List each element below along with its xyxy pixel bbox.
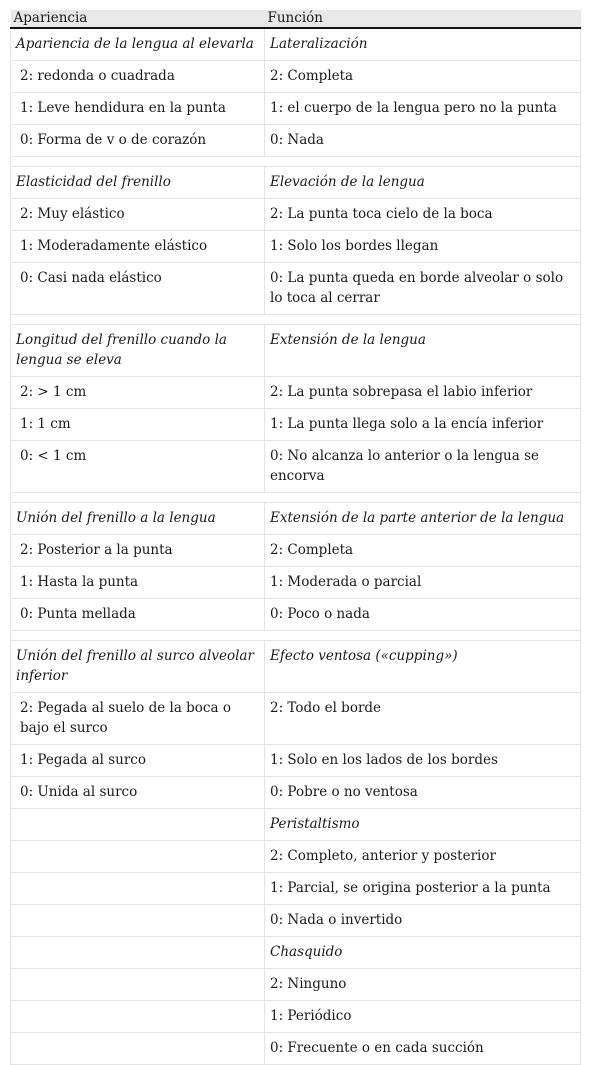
funcion-cell: 0: No alcanza lo anterior o la lengua se encorva	[265, 441, 581, 493]
apariencia-cell	[11, 905, 265, 937]
apariencia-cell: 0: Punta mellada	[11, 599, 265, 631]
table-row	[11, 1001, 581, 1033]
funcion-cell: 0: Pobre o no ventosa	[265, 777, 581, 809]
table-row	[11, 377, 581, 409]
table-row	[11, 969, 581, 1001]
table-body	[11, 28, 581, 1065]
table-row	[11, 745, 581, 777]
spacer-row	[11, 631, 581, 641]
header-funcion: Función	[265, 10, 581, 28]
funcion-cell: 0: Nada	[265, 125, 581, 157]
apariencia-cell: 2: redonda o cuadrada	[11, 61, 265, 93]
apariencia-cell	[11, 1033, 265, 1065]
table-header	[11, 10, 581, 28]
table-row	[11, 599, 581, 631]
apariencia-cell: 0: Forma de v o de corazón	[11, 125, 265, 157]
table-row	[11, 61, 581, 93]
apariencia-cell: 1: Pegada al surco	[11, 745, 265, 777]
spacer-row	[11, 157, 581, 167]
table-row	[11, 905, 581, 937]
apariencia-cell	[11, 969, 265, 1001]
apariencia-cell: 2: Muy elástico	[11, 199, 265, 231]
apariencia-cell: 0: < 1 cm	[11, 441, 265, 493]
table-row	[11, 125, 581, 157]
table-row	[11, 841, 581, 873]
apariencia-cell: 2: Posterior a la punta	[11, 535, 265, 567]
funcion-cell: 2: Todo el borde	[265, 693, 581, 745]
apariencia-section-title: Elasticidad del frenillo	[11, 167, 265, 199]
funcion-cell: 1: Solo los bordes llegan	[265, 231, 581, 263]
table-row	[11, 693, 581, 745]
assessment-table	[10, 10, 581, 1065]
funcion-cell: 1: Parcial, se origina posterior a la punta	[265, 873, 581, 905]
section-row	[11, 809, 581, 841]
spacer-row	[11, 315, 581, 325]
apariencia-cell: 0: Unida al surco	[11, 777, 265, 809]
apariencia-cell: 0: Casi nada elástico	[11, 263, 265, 315]
apariencia-section-title: Apariencia de la lengua al elevarla	[11, 28, 265, 61]
table-row	[11, 777, 581, 809]
funcion-cell: 2: La punta toca cielo de la boca	[265, 199, 581, 231]
funcion-section-title: Chasquido	[265, 937, 581, 969]
header-apariencia: Apariencia	[11, 10, 265, 28]
funcion-section-title: Peristaltismo	[265, 809, 581, 841]
apariencia-section-title	[11, 937, 265, 969]
funcion-cell: 2: Completo, anterior y posterior	[265, 841, 581, 873]
table-row	[11, 93, 581, 125]
funcion-section-title: Extensión de la parte anterior de la lengua	[265, 503, 581, 535]
funcion-cell: 1: el cuerpo de la lengua pero no la punta	[265, 93, 581, 125]
funcion-cell: 0: La punta queda en borde alveolar o solo lo toca al cerrar	[265, 263, 581, 315]
funcion-cell: 0: Nada o invertido	[265, 905, 581, 937]
section-row	[11, 937, 581, 969]
section-row	[11, 28, 581, 61]
apariencia-cell	[11, 841, 265, 873]
table-row	[11, 567, 581, 599]
header-row	[11, 10, 581, 28]
apariencia-section-title: Longitud del frenillo cuando la lengua se eleva	[11, 325, 265, 377]
apariencia-section-title	[11, 809, 265, 841]
apariencia-section-title: Unión del frenillo al surco alveolar inferior	[11, 641, 265, 693]
section-row	[11, 325, 581, 377]
table-row	[11, 441, 581, 493]
table-row	[11, 873, 581, 905]
apariencia-section-title: Unión del frenillo a la lengua	[11, 503, 265, 535]
funcion-cell: 0: Poco o nada	[265, 599, 581, 631]
apariencia-cell: 2: > 1 cm	[11, 377, 265, 409]
apariencia-cell: 1: Moderadamente elástico	[11, 231, 265, 263]
apariencia-cell: 1: Hasta la punta	[11, 567, 265, 599]
spacer-cell	[11, 631, 581, 641]
funcion-cell: 0: Frecuente o en cada succión	[265, 1033, 581, 1065]
table-row	[11, 409, 581, 441]
table-row	[11, 231, 581, 263]
apariencia-cell: 1: Leve hendidura en la punta	[11, 93, 265, 125]
funcion-cell: 1: Moderada o parcial	[265, 567, 581, 599]
funcion-cell: 2: Ninguno	[265, 969, 581, 1001]
funcion-section-title: Efecto ventosa («cupping»)	[265, 641, 581, 693]
funcion-cell: 1: La punta llega solo a la encía inferior	[265, 409, 581, 441]
funcion-section-title: Extensión de la lengua	[265, 325, 581, 377]
table-row	[11, 535, 581, 567]
spacer-row	[11, 493, 581, 503]
table-container	[10, 10, 580, 1065]
table-row	[11, 263, 581, 315]
funcion-cell: 1: Periódico	[265, 1001, 581, 1033]
apariencia-cell: 2: Pegada al suelo de la boca o bajo el surco	[11, 693, 265, 745]
funcion-cell: 2: Completa	[265, 61, 581, 93]
funcion-cell: 2: Completa	[265, 535, 581, 567]
funcion-cell: 1: Solo en los lados de los bordes	[265, 745, 581, 777]
section-row	[11, 503, 581, 535]
funcion-section-title: Lateralización	[265, 28, 581, 61]
funcion-section-title: Elevación de la lengua	[265, 167, 581, 199]
apariencia-cell: 1: 1 cm	[11, 409, 265, 441]
section-row	[11, 167, 581, 199]
table-row	[11, 199, 581, 231]
spacer-cell	[11, 493, 581, 503]
apariencia-cell	[11, 1001, 265, 1033]
spacer-cell	[11, 157, 581, 167]
funcion-cell: 2: La punta sobrepasa el labio inferior	[265, 377, 581, 409]
table-row	[11, 1033, 581, 1065]
spacer-cell	[11, 315, 581, 325]
apariencia-cell	[11, 873, 265, 905]
section-row	[11, 641, 581, 693]
